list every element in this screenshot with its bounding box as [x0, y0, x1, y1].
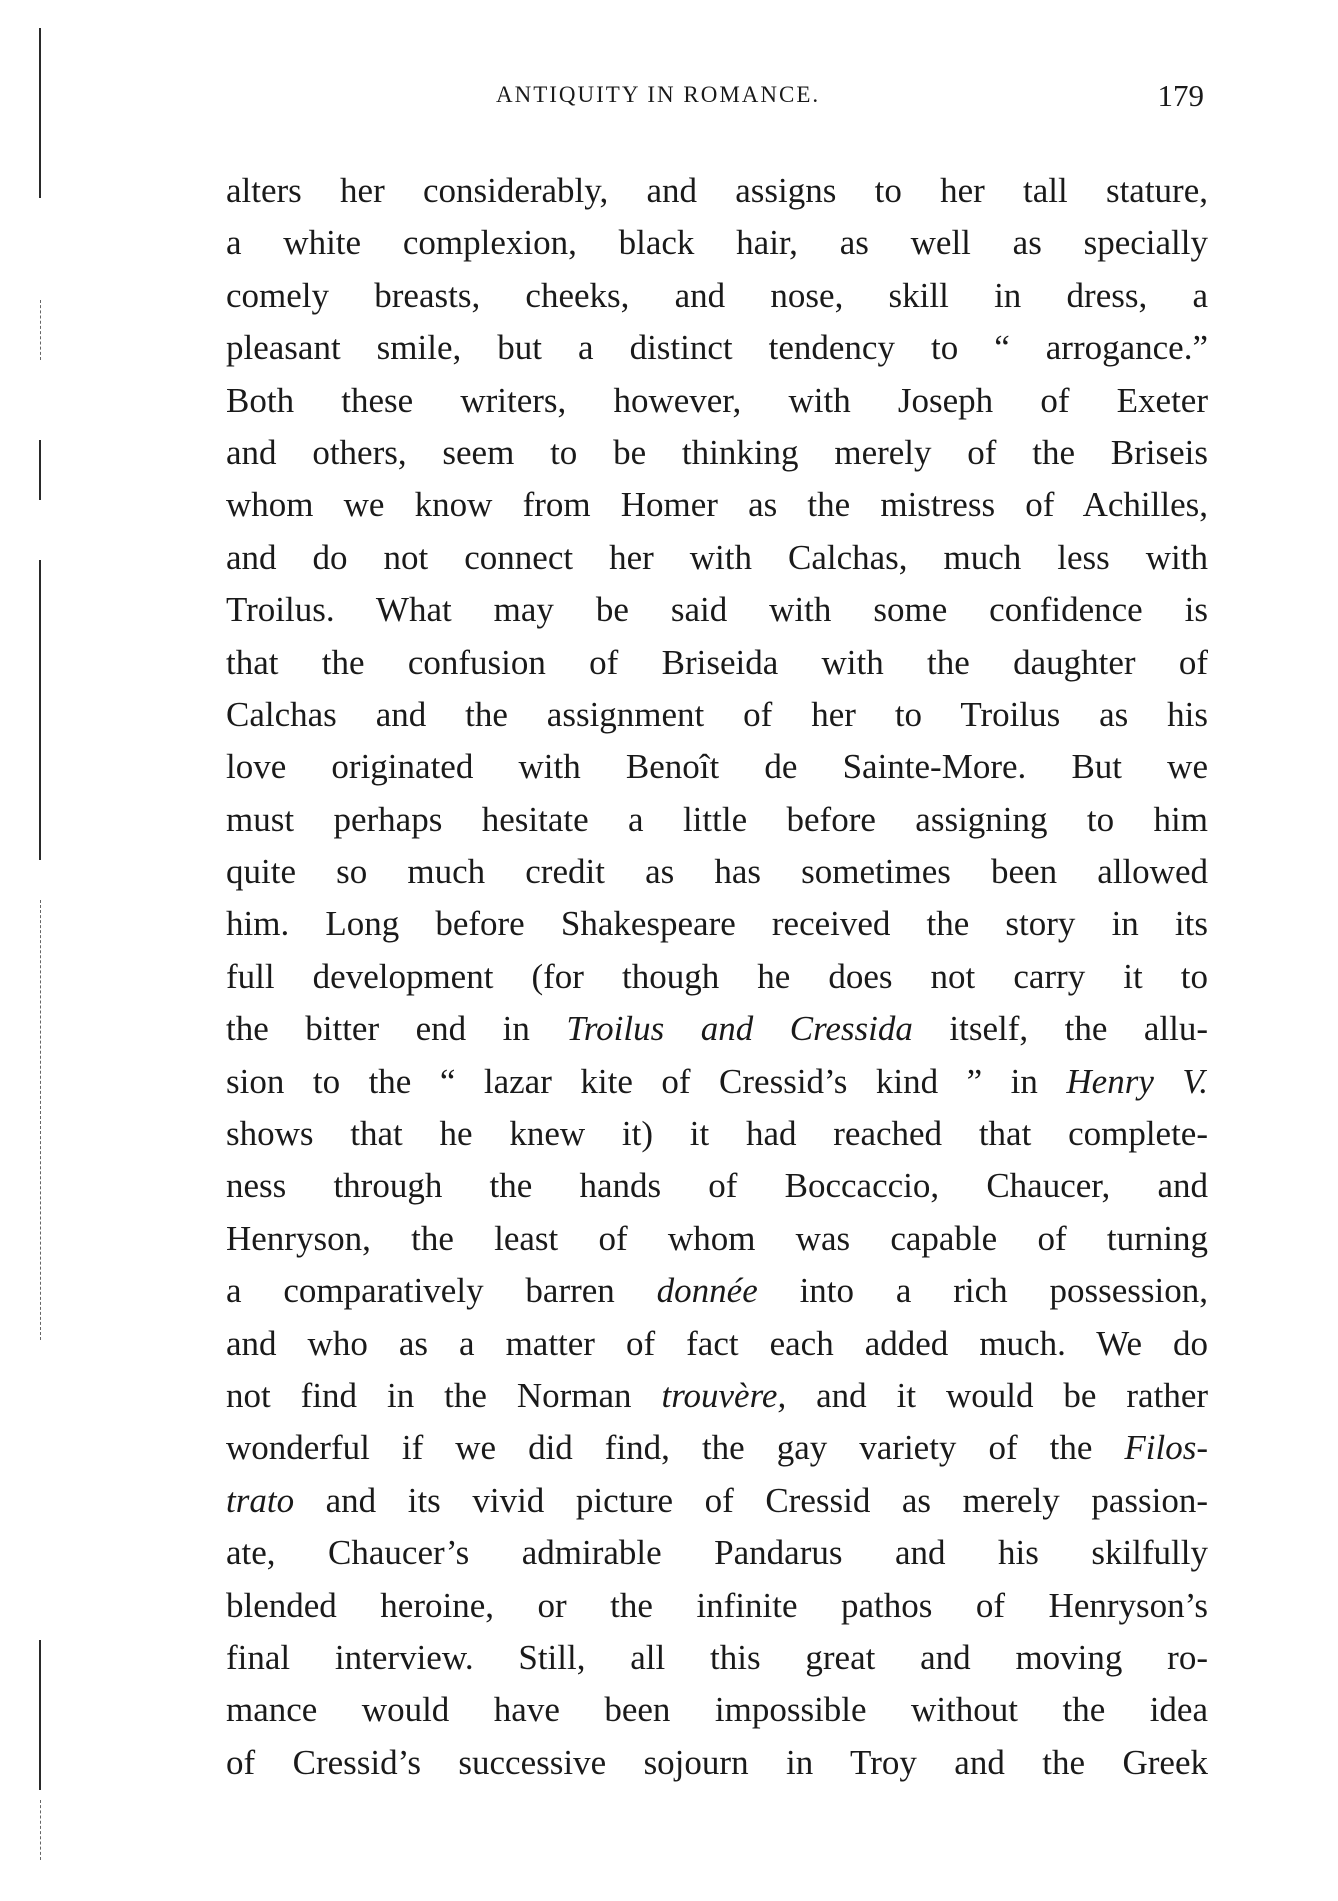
text-run: and others, seem to be thinking merely of the Briseis	[226, 432, 1208, 472]
text-run: Both these writers, however, with Joseph of Exeter	[226, 380, 1208, 420]
text-run: of Cressid’s successive sojourn in Troy and the Greek	[226, 1742, 1208, 1782]
text-line	[226, 1632, 1208, 1684]
text-line	[226, 1684, 1208, 1736]
text-run: a comparatively barren	[226, 1271, 657, 1311]
text-line	[226, 479, 1208, 531]
text-run: quite so much credit as has sometimes been allowed	[226, 852, 1208, 892]
text-line	[226, 637, 1208, 689]
page-header	[228, 78, 1210, 122]
text-run: into a rich possession,	[757, 1271, 1208, 1311]
binding-edge-mark	[39, 440, 41, 500]
text-run: a white complexion, black hair, as well as specially	[226, 223, 1208, 263]
italic-phrase: trato	[226, 1480, 295, 1520]
text-run: wonderful if we did find, the gay variety of the	[226, 1428, 1125, 1468]
text-run: ate, Chaucer’s admirable Pandarus and his skilfully	[226, 1533, 1208, 1573]
text-run: him. Long before Shakespeare received the story in its	[226, 904, 1208, 944]
italic-phrase: Henry V.	[1066, 1061, 1208, 1101]
text-line	[226, 1318, 1208, 1370]
text-run: that the confusion of Briseida with the daughter of	[226, 642, 1208, 682]
text-run: blended heroine, or the infinite pathos of Henryson’s	[226, 1585, 1208, 1625]
text-run: must perhaps hesitate a little before assigning to him	[226, 799, 1208, 839]
body-text	[226, 165, 1208, 1789]
text-run: not find in the Norman	[226, 1375, 662, 1415]
text-run: itself, the allu-	[912, 1009, 1208, 1049]
binding-edge-mark	[39, 1640, 41, 1790]
text-line	[226, 375, 1208, 427]
italic-phrase: trouvère,	[661, 1375, 787, 1415]
text-run: love originated with Benoît de Sainte-More. But we	[226, 747, 1208, 787]
text-line	[226, 427, 1208, 479]
text-line	[226, 1108, 1208, 1160]
text-line	[226, 1737, 1208, 1789]
text-run: and do not connect her with Calchas, much less with	[226, 537, 1208, 577]
italic-phrase: Troilus and Cressida	[566, 1009, 913, 1049]
text-line	[226, 794, 1208, 846]
text-line	[226, 1370, 1208, 1422]
running-head: ANTIQUITY IN ROMANCE.	[496, 82, 821, 107]
text-run: mance would have been impossible without the idea	[226, 1690, 1208, 1730]
text-line	[226, 1213, 1208, 1265]
text-run: comely breasts, cheeks, and nose, skill in dress, a	[226, 275, 1208, 315]
text-run: the bitter end in	[226, 1009, 567, 1049]
text-line	[226, 165, 1208, 217]
text-line	[226, 1056, 1208, 1108]
text-line	[226, 951, 1208, 1003]
text-run: whom we know from Homer as the mistress of Achilles,	[226, 485, 1208, 525]
text-line	[226, 689, 1208, 741]
text-line	[226, 898, 1208, 950]
italic-phrase: Filos-	[1124, 1428, 1208, 1468]
page-number: 179	[1157, 78, 1204, 113]
text-line	[226, 741, 1208, 793]
text-line	[226, 1580, 1208, 1632]
text-run: and who as a matter of fact each added much. We do	[226, 1323, 1208, 1363]
text-line	[226, 846, 1208, 898]
text-run: alters her considerably, and assigns to her tall stature,	[226, 171, 1208, 210]
text-run: and it would be rather	[786, 1375, 1208, 1415]
text-line	[226, 1160, 1208, 1212]
italic-phrase: donnée	[656, 1271, 758, 1311]
text-line	[226, 1527, 1208, 1579]
text-run: final interview. Still, all this great and moving ro-	[226, 1637, 1208, 1677]
binding-edge-mark	[40, 1800, 42, 1860]
text-run: full development (for though he does not carry it to	[226, 956, 1208, 996]
text-run: shows that he knew it) it had reached that complete-	[226, 1114, 1208, 1154]
text-line	[226, 584, 1208, 636]
binding-edge-mark	[40, 900, 42, 1340]
text-line	[226, 322, 1208, 374]
binding-edge-mark	[40, 300, 42, 360]
binding-edge-mark	[39, 28, 41, 198]
text-line	[226, 270, 1208, 322]
text-line	[226, 217, 1208, 269]
text-run: pleasant smile, but a distinct tendency to “ arrogance.”	[226, 328, 1208, 368]
text-run: sion to the “ lazar kite of Cressid’s kind ” in	[226, 1061, 1067, 1101]
text-run: ness through the hands of Boccaccio, Chaucer, and	[226, 1166, 1208, 1206]
text-line	[226, 1265, 1208, 1317]
text-line	[226, 1003, 1208, 1055]
text-line	[226, 1422, 1208, 1474]
text-run: Calchas and the assignment of her to Troilus as his	[226, 694, 1208, 734]
text-line	[226, 1475, 1208, 1527]
text-run: and its vivid picture of Cressid as merely passion-	[294, 1480, 1208, 1520]
binding-edge-mark	[39, 560, 41, 860]
text-run: Troilus. What may be said with some confidence is	[226, 590, 1208, 630]
text-run: Henryson, the least of whom was capable of turning	[226, 1218, 1208, 1258]
text-line	[226, 532, 1208, 584]
